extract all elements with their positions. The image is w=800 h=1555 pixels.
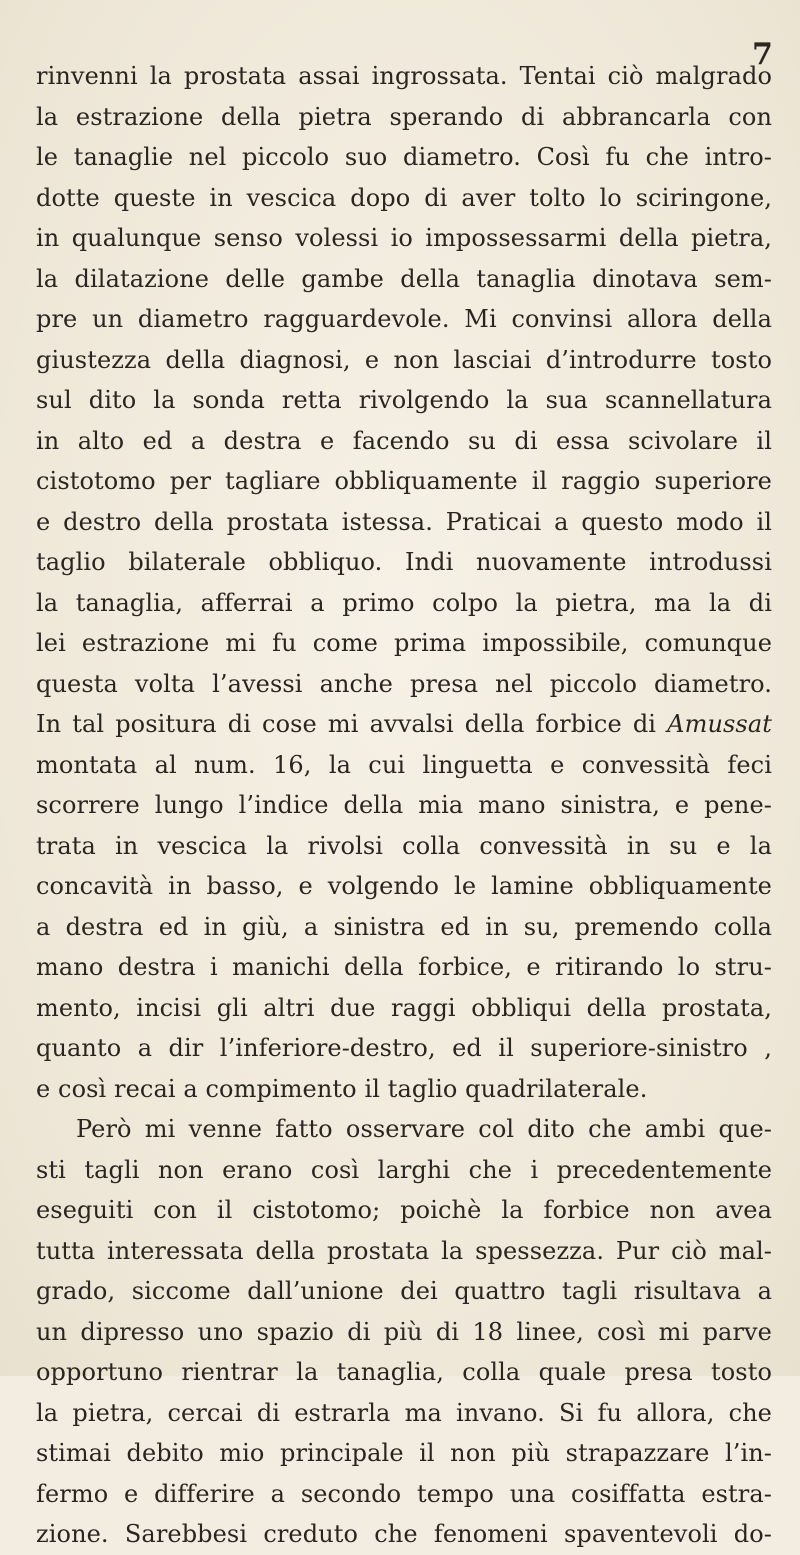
text-line: Però mi venne fatto osservare col dito che ambi que-: [76, 1115, 772, 1143]
text-line: giustezza della diagnosi, e non lasciai d’introdurre tosto: [36, 345, 772, 374]
text-line: trata in vescica la rivolsi colla convessità in su e la: [36, 831, 772, 860]
text-line: e così recai a compimento il taglio quadrilaterale.: [36, 1074, 648, 1103]
text-line: questa volta l’avessi anche presa nel piccolo diametro.: [36, 669, 772, 698]
text-segment: In tal positura di cose mi avvalsi della forbice di: [36, 710, 668, 738]
text-line: la dilatazione delle gambe della tanaglia dinotava sem-: [36, 264, 772, 293]
text-line: fermo e differire a secondo tempo una cosiffatta estra-: [36, 1479, 772, 1508]
text-line: mano destra i manichi della forbice, e ritirando lo stru-: [36, 953, 772, 981]
text-line: sul dito la sonda retta rivolgendo la sua scannellatura: [36, 386, 772, 414]
text-line: e destro della prostata istessa. Praticai a questo modo il: [36, 507, 772, 536]
text-line: montata al num. 16, la cui linguetta e convessità feci: [36, 750, 772, 779]
text-line: a destra ed in giù, a sinistra ed in su, premendo colla: [36, 912, 772, 941]
text-line: cistotomo per tagliare obbliquamente il raggio superiore: [36, 467, 772, 495]
text-line: opportuno rientrar la tanaglia, colla quale presa tosto: [36, 1358, 772, 1386]
text-line: sti tagli non erano così larghi che i precedentemente: [36, 1155, 772, 1184]
text-line: in qualunque senso volessi io impossessarmi della pietra,: [36, 224, 772, 252]
text-line: dotte queste in vescica dopo di aver tolto lo sciringone,: [36, 183, 772, 212]
text-line: quanto a dir l’inferiore-destro, ed il superiore-sinistro ,: [36, 1034, 772, 1062]
text-line: un dipresso uno spazio di più di 18 linee, così mi parve: [36, 1317, 772, 1346]
text-line: eseguiti con il cistotomo; poichè la forbice non avea: [36, 1196, 772, 1224]
text-line: in alto ed a destra e facendo su di essa scivolare il: [36, 426, 772, 455]
body-text: [36, 56, 772, 1555]
text-line: grado, siccome dall’unione dei quattro tagli risultava a: [36, 1277, 772, 1305]
text-line: la tanaglia, afferrai a primo colpo la pietra, ma la di: [36, 588, 772, 617]
text-line: le tanaglie nel piccolo suo diametro. Così fu che intro-: [36, 143, 772, 171]
text-line: taglio bilaterale obbliquo. Indi nuovamente introdussi: [36, 548, 772, 576]
text-line: concavità in basso, e volgendo le lamine obbliquamente: [36, 872, 772, 900]
text-line: zione. Sarebbesi creduto che fenomeni spaventevoli do-: [36, 1520, 772, 1548]
text-line: [36, 704, 772, 745]
text-line: tutta interessata della prostata la spessezza. Pur ciò mal-: [36, 1236, 772, 1265]
page-number: 7: [752, 37, 773, 72]
text-line: stimai debito mio principale il non più strapazzare l’in-: [36, 1439, 772, 1467]
text-line: scorrere lungo l’indice della mia mano sinistra, e pene-: [36, 791, 772, 819]
text-line: la pietra, cercai di estrarla ma invano. Si fu allora, che: [36, 1398, 772, 1427]
text-line: lei estrazione mi fu come prima impossibile, comunque: [36, 629, 772, 657]
text-line: mento, incisi gli altri due raggi obbliqui della prostata,: [36, 993, 772, 1022]
text-line: la estrazione della pietra sperando di abbrancarla con: [36, 102, 772, 131]
text-line: rinvenni la prostata assai ingrossata. Tentai ciò malgrado: [36, 62, 772, 90]
text-line: pre un diametro ragguardevole. Mi convinsi allora della: [36, 305, 772, 333]
italic-name: Amussat: [667, 710, 772, 738]
